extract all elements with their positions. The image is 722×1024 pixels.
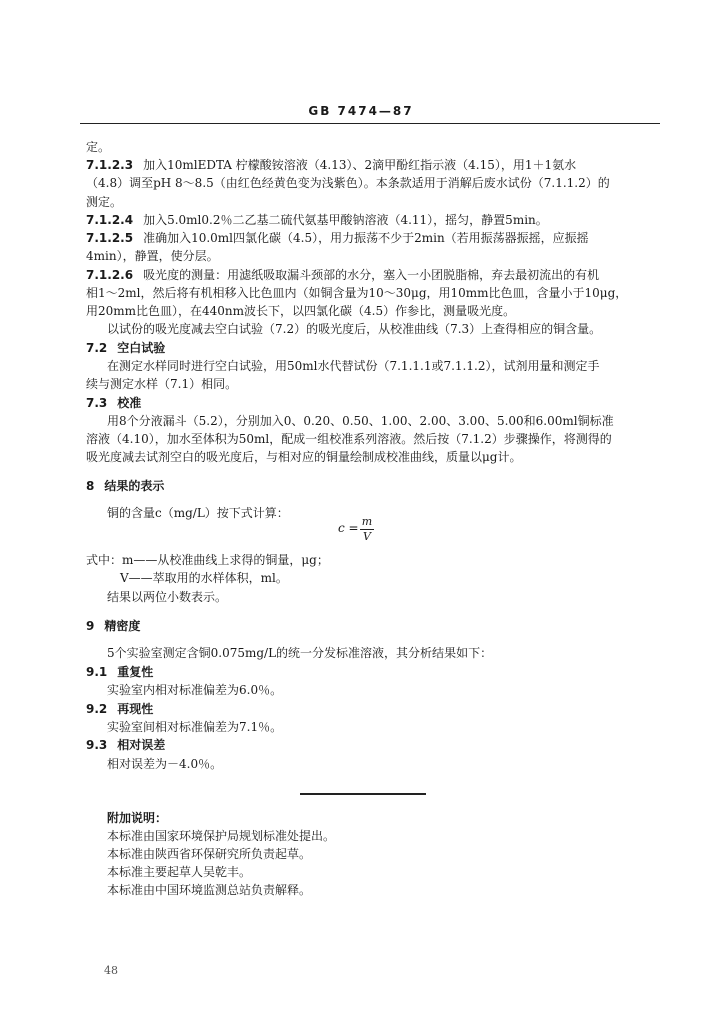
line-text: 再现性: [117, 702, 154, 716]
line-text: 加入5.0ml0.2％二乙基二硫代氨基甲酸钠溶液（4.11），摇匀，静置5min。: [143, 213, 548, 227]
section-number: 9.2: [86, 702, 108, 716]
formula-numerator: m: [361, 515, 373, 528]
formula-fraction: [360, 516, 374, 543]
text-line: [86, 449, 521, 465]
text-line: [107, 864, 251, 880]
text-line: [107, 413, 614, 429]
appendix-separator: [300, 793, 426, 795]
text-line: [107, 882, 311, 898]
section-number: 7.1.2.5: [86, 231, 134, 245]
line-text: 加入10mlEDTA 柠檬酸铵溶液（4.13）、2滴甲酚红指示液（4.15），用1＋1氨水: [143, 158, 577, 172]
text-line: [107, 321, 601, 337]
text-line: [86, 175, 610, 191]
line-text: 实验室内相对标准偏差为6.0％。: [107, 683, 283, 697]
line-text: 附加说明：: [107, 811, 168, 825]
text-line: [107, 828, 335, 844]
line-text: 定。: [86, 140, 111, 154]
section-number: 8: [86, 479, 95, 493]
line-text: 在测定水样同时进行空白试验，用50ml水代替试份（7.1.1.1或7.1.1.2），试剂用量和测定手: [107, 359, 600, 373]
section-number: 7.3: [86, 396, 108, 410]
line-text: 续与测定水样（7.1）相同。: [86, 377, 238, 391]
text-line: [86, 139, 110, 155]
line-text: 吸光度的测量：用滤纸吸取漏斗颈部的水分，塞入一小团脱脂棉，弃去最初流出的有机: [143, 268, 600, 282]
section-heading: [86, 267, 599, 283]
line-text: 相对误差: [117, 738, 166, 752]
line-text: 溶液（4.10），加水至体积为50ml，配成一组校准系列溶液。然后按（7.1.2）步骤操作，将测得的: [86, 432, 612, 446]
text-line: [86, 194, 122, 210]
section-number: 7.2: [86, 341, 108, 355]
line-text: 结果的表示: [104, 479, 165, 493]
line-text: 本标准主要起草人吴乾丰。: [107, 865, 252, 879]
line-text: 本标准由国家环境保护局规划标准处提出。: [107, 829, 336, 843]
header-rule: [80, 123, 660, 124]
section-heading: [86, 701, 153, 717]
section-heading: [86, 664, 153, 680]
text-line: [86, 552, 329, 568]
text-line: [107, 682, 282, 698]
text-line: [86, 248, 219, 264]
line-text: （4.8）调至pH 8～8.5（由红色经黄色变为浅紫色）。本条款适用于消解后废水试份（7.1.1.2）的: [86, 176, 610, 190]
line-text: 用20mm比色皿），在440nm波长下，以四氯化碳（4.5）作参比，测量吸光度。: [86, 304, 516, 318]
formula-lhs: c =: [338, 521, 359, 535]
text-line: [107, 589, 227, 605]
text-line: [86, 376, 237, 392]
line-text: 准确加入10.0ml四氯化碳（4.5），用力振荡不少于2min（若用振荡器振摇，应振摇: [143, 231, 589, 245]
line-text: 结果以两位小数表示。: [107, 590, 228, 604]
page-number: 48: [104, 964, 118, 977]
line-text: 空白试验: [117, 341, 166, 355]
text-line: [86, 303, 515, 319]
section-number: 7.1.2.6: [86, 268, 134, 282]
section-heading: [86, 212, 548, 228]
line-text: 式中：m——从校准曲线上求得的铜量，μg；: [86, 553, 329, 567]
text-line: [86, 431, 612, 447]
standard-header: GB 7474—87: [308, 104, 414, 118]
line-text: 5个实验室测定含铜0.075mg/L的统一分发标准溶液，其分析结果如下：: [107, 646, 493, 660]
text-line: [107, 756, 222, 772]
section-heading: [86, 618, 140, 634]
line-text: V——萃取用的水样体积，ml。: [120, 571, 288, 585]
text-line: [107, 846, 311, 862]
section-heading: [86, 157, 576, 173]
line-text: 铜的含量c（mg/L）按下式计算：: [107, 506, 289, 520]
line-text: 实验室间相对标准偏差为7.1％。: [107, 720, 283, 734]
line-text: 本标准由中国环境监测总站负责解释。: [107, 883, 312, 897]
text-line: [107, 358, 599, 374]
section-heading: [86, 230, 589, 246]
text-line: [107, 505, 289, 521]
text-line: [107, 810, 167, 826]
text-line: [86, 285, 627, 301]
section-number: 9.1: [86, 665, 108, 679]
line-text: 吸光度减去试剂空白的吸光度后，与相对应的铜量绘制成校准曲线，质量以μg计。: [86, 450, 522, 464]
text-line: [120, 570, 288, 586]
line-text: 本标准由陕西省环保研究所负责起草。: [107, 847, 312, 861]
line-text: 重复性: [117, 665, 154, 679]
section-number: 9.3: [86, 738, 108, 752]
section-number: 9: [86, 619, 95, 633]
formula-denominator: V: [363, 530, 371, 543]
line-text: 校准: [117, 396, 142, 410]
line-text: 用8个分液漏斗（5.2），分别加入0、0.20、0.50、1.00、2.00、3.00、5.00和6.00ml铜标准: [107, 414, 614, 428]
section-number: 7.1.2.4: [86, 213, 134, 227]
line-text: 精密度: [104, 619, 141, 633]
text-line: [107, 719, 282, 735]
text-line: [107, 645, 492, 661]
line-text: 4min），静置，使分层。: [86, 249, 219, 263]
section-heading: [86, 737, 165, 753]
section-number: 7.1.2.3: [86, 158, 134, 172]
line-text: 相对误差为－4.0％。: [107, 757, 223, 771]
section-heading: [86, 340, 165, 356]
line-text: 相1～2ml，然后将有机相移入比色皿内（如铜含量为10～30μg，用10mm比色皿，含量小于10μg，: [86, 286, 628, 300]
line-text: 以试份的吸光度减去空白试验（7.2）的吸光度后，从校准曲线（7.3）上查得相应的铜含量。: [107, 322, 602, 336]
line-text: 测定。: [86, 195, 123, 209]
section-heading: [86, 478, 164, 494]
section-heading: [86, 395, 141, 411]
